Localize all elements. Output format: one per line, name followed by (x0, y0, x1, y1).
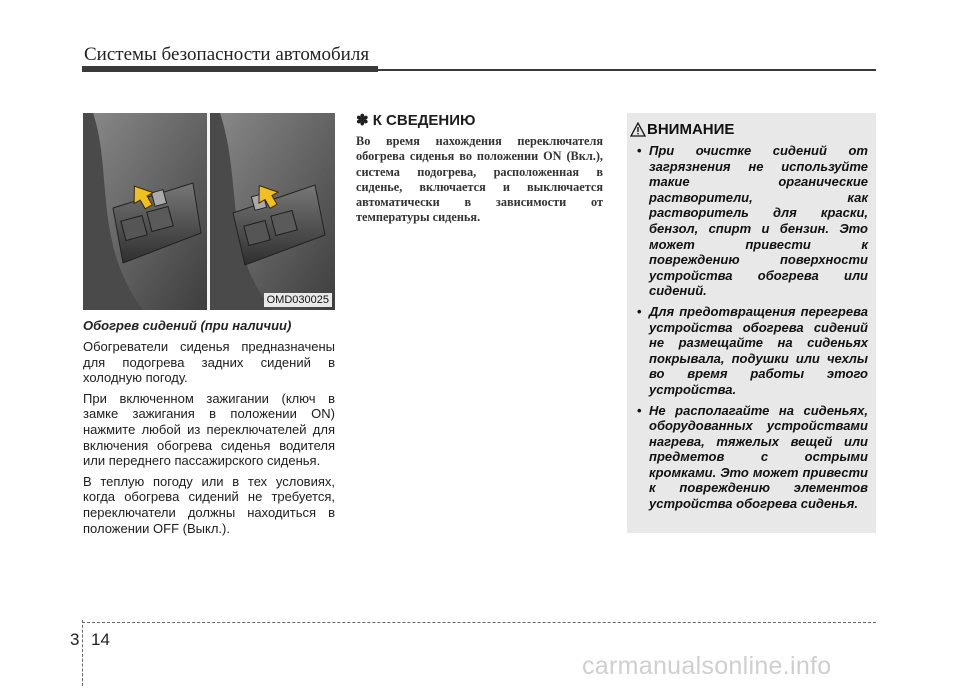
header-rule-thin (378, 69, 876, 71)
warning-item (637, 143, 868, 299)
bullet: • (637, 143, 642, 158)
page-number: 14 (91, 630, 110, 649)
photo-divider (207, 113, 210, 310)
paragraph-3: В теплую погоду или в тех условиях, когда обогрева сидений не требуется, переключатели должны находиться в положении OFF (Выкл.). (83, 473, 335, 536)
footer-vertical-rule (82, 620, 83, 686)
warning-triangle-icon (630, 122, 646, 137)
bullet: • (637, 402, 642, 418)
warning-list (637, 143, 868, 517)
bullet: • (637, 303, 642, 319)
warning-item (637, 403, 868, 512)
warning-box (627, 113, 876, 533)
note-column (356, 111, 603, 226)
watermark: carmanualsonline.info (582, 652, 832, 680)
warning-item (637, 304, 868, 398)
section-subtitle: Обогрев сидений (при наличии) (83, 318, 292, 333)
warning-item-text: При очистке сидений от загрязнения не используйте такие органические растворители, как растворитель для краски, бензол, спирт и бензин. Это может привести к повреждению поверхности устройства обогрева или сидений. (649, 143, 868, 299)
paragraph-2: При включенном зажигании (ключ в замке зажигания в положении ON) нажмите любой из переключателей для включения обогрева сиденья водителя или переднего пассажирского сиденья. (83, 390, 335, 469)
seat-heater-photo (83, 113, 335, 310)
warning-item-text: Не располагайте на сиденьях, оборудованных устройствами нагрева, тяжелых вещей или предметов с острыми кромками. Это может привести к повреждению элементов устройства обогрева сиденья. (649, 402, 868, 512)
paragraph-1: Обогреватели сиденья предназначены для подогрева задних сидений в холодную погоду. (83, 339, 335, 386)
header-rule-thick (82, 66, 378, 72)
chapter-number: 3 (70, 630, 80, 649)
note-heading: ✽ К СВЕДЕНИЮ (356, 112, 476, 129)
photo-code: OMD030025 (264, 293, 332, 307)
footer-rule (82, 622, 876, 623)
note-body: Во время нахождения переключателя обогрева сиденья во положении ON (Вкл.), система подогрева, расположенная в сиденье, включается и выключается автоматически в зависимости от температуры сиденья. (356, 134, 603, 225)
header-title: Системы безопасности автомобиля (84, 44, 370, 65)
left-column (83, 318, 335, 541)
warning-item-text: Для предотвращения перегрева устройства обогрева сидений не размещайте на сиденьях покрывала, подушки или чехлы во время работы этого устройства. (649, 303, 868, 397)
warning-title: ВНИМАНИЕ (647, 121, 735, 138)
